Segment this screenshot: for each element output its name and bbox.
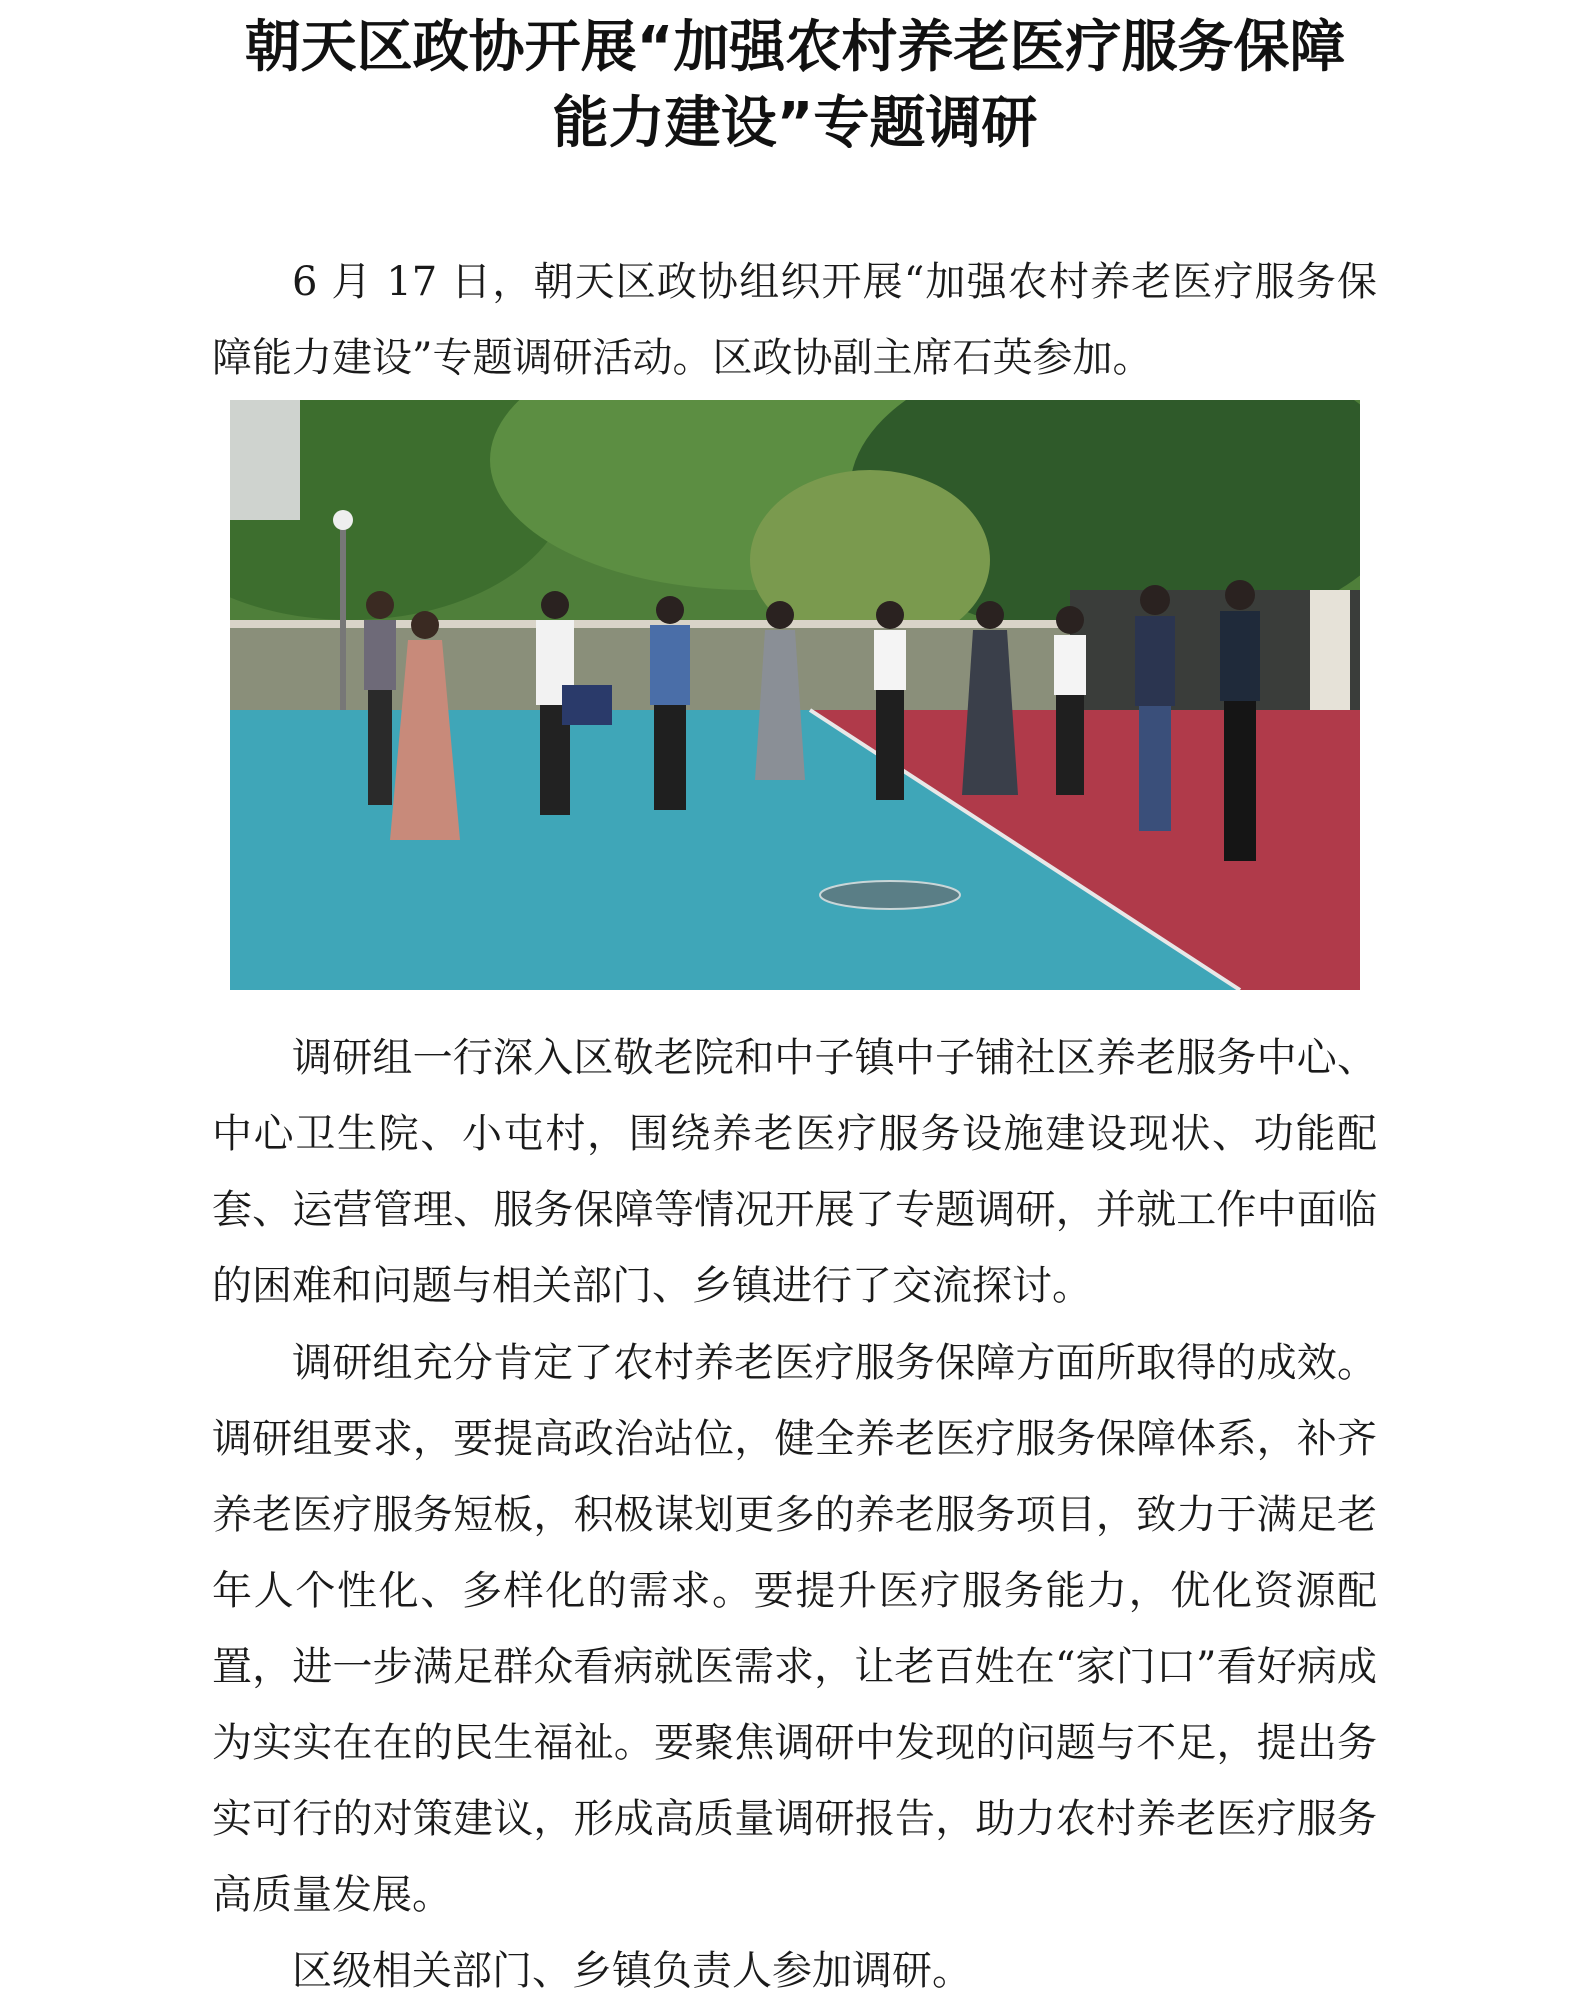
building — [230, 400, 300, 520]
article-title — [150, 10, 1440, 162]
person — [874, 601, 906, 800]
person — [1220, 580, 1260, 861]
lamp-post — [340, 520, 346, 720]
person — [1135, 585, 1175, 831]
gate-pillar — [1310, 590, 1350, 730]
article-paragraph-3 — [212, 1325, 1377, 1933]
lamp — [333, 510, 353, 530]
paragraph-text: 6 月 17 日，朝天区政协组织开展“加强农村养老医疗服务保障能力建设”专题调研活动。区政协副主席石英参加。 — [212, 259, 1377, 381]
manhole-cover — [820, 881, 960, 909]
article-paragraph-4 — [212, 1933, 1377, 2009]
article-title-line-1: 朝天区政协开展“加强农村养老医疗服务保障 — [244, 15, 1346, 80]
paragraph-text: 区级相关部门、乡镇负责人参加调研。 — [292, 1948, 972, 1994]
person — [364, 591, 396, 805]
paragraph-text: 调研组充分肯定了农村养老医疗服务保障方面所取得的成效。调研组要求，要提高政治站位，健全养老医疗服务保障体系，补齐养老医疗服务短板，积极谋划更多的养老服务项目，致力于满足老年人个性化、多样化的需求。要提升医疗服务能力，优化资源配置，进一步满足群众看病就医需求，让老百姓在“家门口”看好病成为实实在在的民生福祉。要聚焦调研中发现的问题与不足，提出务实可行的对策建议，形成高质量调研报告，助力农村养老医疗服务高质量发展。 — [212, 1340, 1377, 1918]
article-title-line-2: 能力建设”专题调研 — [552, 91, 1038, 156]
article-paragraph-1 — [212, 244, 1377, 396]
paragraph-text: 调研组一行深入区敬老院和中子镇中子铺社区养老服务中心、中心卫生院、小屯村，围绕养老医疗服务设施建设现状、功能配套、运营管理、服务保障等情况开展了专题调研，并就工作中面临的困难和问题与相关部门、乡镇进行了交流探讨。 — [212, 1035, 1377, 1309]
article-paragraph-2 — [212, 1020, 1377, 1324]
person — [650, 596, 690, 810]
news-photo — [230, 400, 1360, 990]
photo-illustration — [230, 400, 1360, 990]
